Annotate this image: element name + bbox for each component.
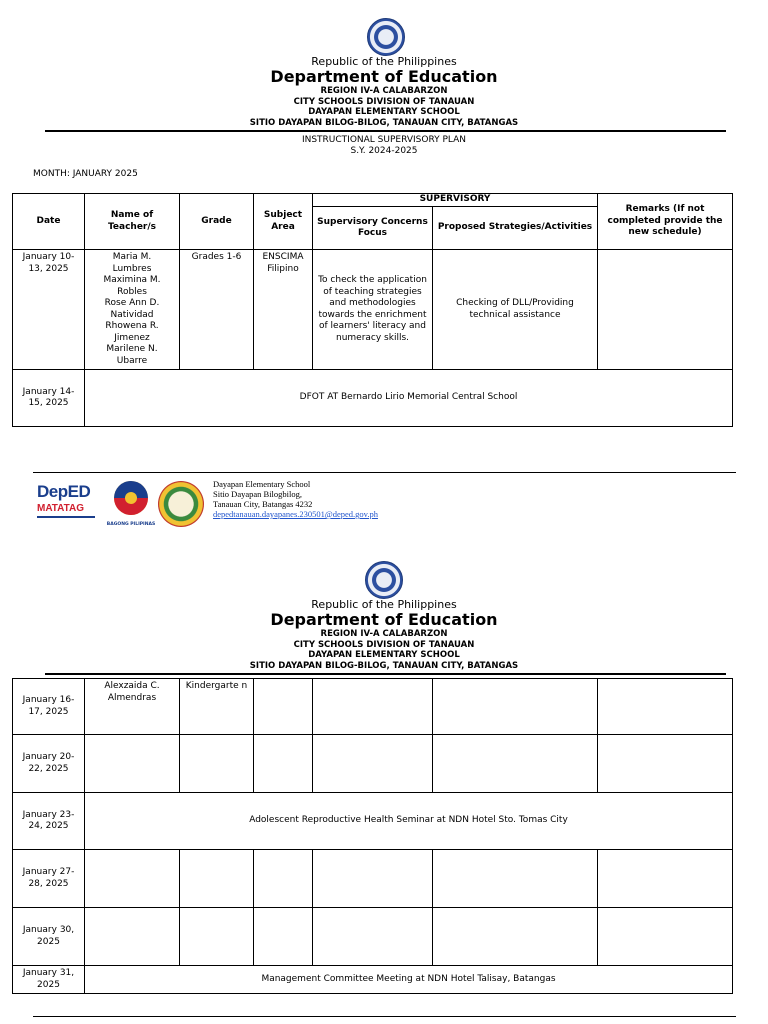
date-cell: January 20-22, 2025 — [13, 735, 85, 793]
bagong-pilipinas-icon — [106, 478, 156, 518]
teacher-line: Jimenez — [114, 332, 150, 343]
supervisory-group-header: SUPERVISORY — [313, 194, 598, 207]
activity-cell: Management Committee Meeting at NDN Hotel Talisay, Batangas — [85, 966, 733, 994]
teacher-line: Marilene N. — [106, 344, 158, 354]
teacher-line: Robles — [117, 286, 147, 297]
table-row — [13, 250, 733, 370]
supervisory-plan-table — [12, 193, 733, 427]
supervisory-plan-table-continued — [12, 678, 733, 994]
table-row — [13, 370, 733, 427]
deped-logo-text: DepED — [37, 482, 91, 501]
school-seal-icon — [158, 481, 204, 527]
bagong-pilipinas-text: BAGONG PILIPINAS — [106, 522, 156, 527]
row1-teachers — [85, 250, 180, 370]
header-division: CITY SCHOOLS DIVISION OF TANAUAN — [293, 96, 475, 107]
header-republic: Republic of the Philippines — [311, 598, 457, 611]
date-cell: January 30, 2025 — [13, 908, 85, 966]
col-remarks-header: Remarks (If not completed provide the new schedule) — [598, 194, 733, 250]
footer-contact — [213, 479, 378, 519]
row1-strategies: Checking of DLL/Providing technical assistance — [433, 250, 598, 370]
header-address: SITIO DAYAPAN BILOG-BILOG, TANAUAN CITY, BATANGAS — [249, 660, 519, 671]
date-cell: January 16-17, 2025 — [13, 679, 85, 735]
footer-email-link[interactable]: depedtanauan.dayapanes.230501@deped.gov.ph — [213, 509, 378, 519]
subject-line: Filipino — [267, 263, 299, 274]
plan-month: MONTH: JANUARY 2025 — [33, 169, 138, 179]
header-department: Department of Education — [270, 610, 498, 629]
header-block — [0, 86, 768, 128]
header-school: DAYAPAN ELEMENTARY SCHOOL — [308, 107, 460, 117]
col-strategies-header: Proposed Strategies/Activities — [433, 207, 598, 250]
deped-seal-icon — [365, 561, 403, 599]
col-grade-header: Grade — [180, 194, 254, 250]
header-republic: Republic of the Philippines — [311, 55, 457, 68]
teacher-line: Lumbres — [112, 263, 152, 274]
row1-date: January 10-13, 2025 — [13, 250, 85, 370]
date-cell: January 31, 2025 — [13, 966, 85, 994]
header-rule — [45, 130, 726, 132]
row2-activity: DFOT AT Bernardo Lirio Memorial Central School — [85, 370, 733, 427]
table-row — [13, 679, 733, 735]
header-region: REGION IV-A CALABARZON — [320, 86, 448, 96]
teacher-line: Rose Ann D. — [104, 298, 160, 308]
table-row — [13, 908, 733, 966]
logo-underline — [37, 516, 95, 518]
date-cell: January 27-28, 2025 — [13, 850, 85, 908]
footer-address-line-1: Sitio Dayapan Bilogbilog, — [213, 489, 303, 499]
footer-address-line-2: Tanauan City, Batangas 4232 — [213, 499, 313, 509]
matatag-text: MATATAG — [37, 503, 85, 514]
col-subject-header: Subject Area — [254, 194, 313, 250]
header-school: DAYAPAN ELEMENTARY SCHOOL — [308, 650, 460, 660]
activity-cell: Adolescent Reproductive Health Seminar at NDN Hotel Sto. Tomas City — [85, 793, 733, 850]
row1-remarks — [598, 250, 733, 370]
deped-seal-icon — [367, 18, 405, 56]
header-division: CITY SCHOOLS DIVISION OF TANAUAN — [293, 639, 475, 650]
header-department: Department of Education — [270, 67, 498, 86]
plan-title: INSTRUCTIONAL SUPERVISORY PLAN — [301, 135, 467, 145]
footer-rule — [33, 472, 736, 473]
row1-grade: Grades 1-6 — [180, 250, 254, 370]
teacher-line: Natividad — [110, 309, 154, 320]
teacher-cell: Alexzaida C. Almendras — [85, 679, 180, 735]
footer-school-name: Dayapan Elementary School — [213, 479, 311, 489]
grade-cell: Kindergarte n — [180, 679, 254, 735]
footer-rule — [33, 1016, 736, 1017]
col-concerns-header: Supervisory Concerns Focus — [313, 207, 433, 250]
header-rule — [45, 673, 726, 675]
row1-concerns: To check the application of teaching strategies and methodologies towards the enrichment of learners' literacy and numeracy skills. — [313, 250, 433, 370]
header-address: SITIO DAYAPAN BILOG-BILOG, TANAUAN CITY, BATANGAS — [249, 117, 519, 128]
header-region: REGION IV-A CALABARZON — [320, 629, 448, 639]
date-cell: January 23-24, 2025 — [13, 793, 85, 850]
bagong-pilipinas-logo — [106, 478, 156, 526]
col-date-header: Date — [13, 194, 85, 250]
table-row — [13, 793, 733, 850]
table-row — [13, 850, 733, 908]
plan-school-year: S.Y. 2024-2025 — [350, 146, 418, 156]
col-teacher-header: Name of Teacher/s — [85, 194, 180, 250]
row1-subject — [254, 250, 313, 370]
header-block — [0, 629, 768, 671]
teacher-line: Maria M. — [112, 252, 152, 262]
row2-date: January 14-15, 2025 — [13, 370, 85, 427]
teacher-line: Rhowena R. — [105, 321, 159, 331]
table-row — [13, 735, 733, 793]
table-row — [13, 966, 733, 994]
subject-line: ENSCIMA — [262, 252, 304, 262]
teacher-line: Maximina M. — [103, 275, 161, 285]
teacher-line: Ubarre — [116, 355, 148, 366]
deped-matatag-logo — [37, 482, 99, 528]
